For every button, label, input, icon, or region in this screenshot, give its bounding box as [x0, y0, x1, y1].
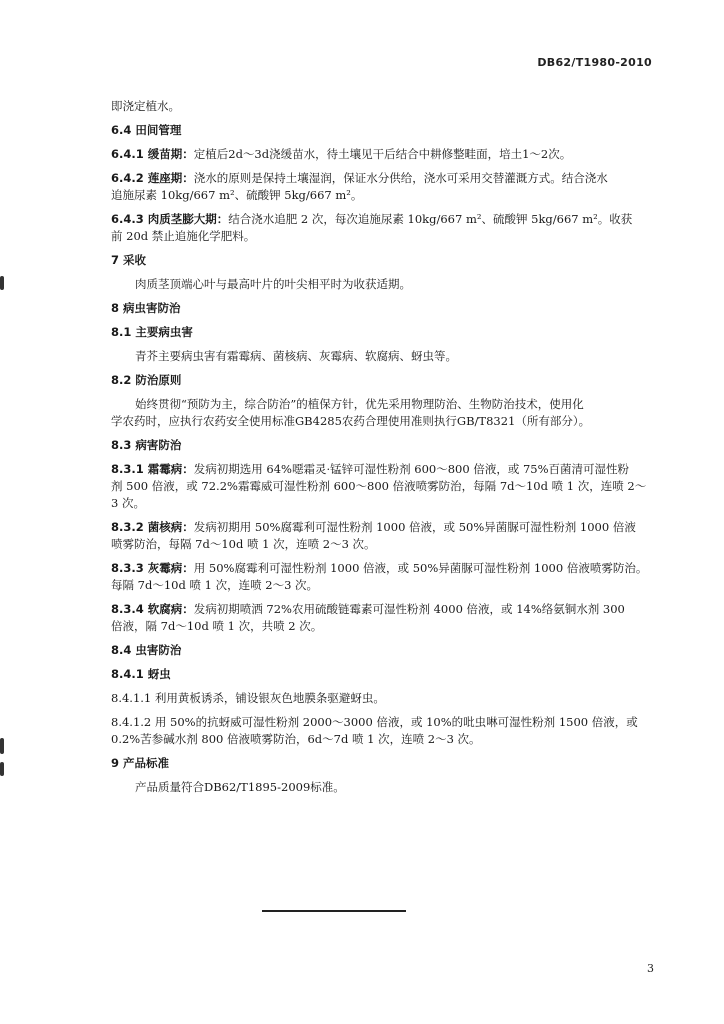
clause-term: 6.4.3 肉质茎膨大期： [111, 212, 229, 226]
paragraph [111, 348, 656, 365]
clause-line [111, 461, 656, 478]
section-heading: 8 病虫害防治 [111, 301, 181, 315]
clause-term: 6.4.1 缓苗期： [111, 147, 194, 161]
clause-line [111, 577, 656, 594]
paragraph-line: 始终贯彻“预防为主，综合防治”的植保方针，优先采用物理防治、生物防治技术，使用化 [135, 397, 584, 411]
paragraph-line: 8.4.1.2 用 50%的抗蚜威可湿性粉剂 2000～3000 倍液，或 10%的吡虫啉可湿性粉剂 1500 倍液，或 [111, 715, 638, 729]
clause-line [111, 187, 656, 204]
clause-line [111, 536, 656, 553]
clause-text: 发病初期喷洒 72%农用硫酸链霉素可湿性粉剂 4000 倍液，或 14%络氨铜水剂 300 [193, 602, 625, 616]
clause-text: 用 50%腐霉利可湿性粉剂 1000 倍液，或 50%异菌脲可湿性粉剂 1000 倍液喷雾防治。 [193, 561, 648, 575]
clause-line [111, 478, 656, 495]
binding-mark [0, 738, 4, 754]
clause-text: 3 次。 [111, 496, 145, 510]
numbered-clause [111, 519, 656, 553]
clause-text: 每隔 7d～10d 喷 1 次，连喷 2～3 次。 [111, 578, 319, 592]
numbered-clause [111, 601, 656, 635]
standard-code: DB62/T1980-2010 [537, 56, 652, 69]
numbered-clause [111, 170, 656, 204]
clause-line [111, 146, 656, 163]
clause-text: 定植后2d～3d浇缓苗水，待土壤见干后结合中耕修整畦面，培土1～2次。 [193, 147, 572, 161]
clause-line [111, 170, 656, 187]
clause-term: 8.3.3 灰霉病： [111, 561, 194, 575]
binding-mark [0, 276, 4, 290]
section-heading: 9 产品标准 [111, 756, 170, 770]
paragraph-line: 产品质量符合DB62/T1895-2009标准。 [135, 780, 345, 794]
clause-text: 浇水的原则是保持土壤湿润，保证水分供给，浇水可采用交替灌溉方式。结合浇水 [193, 171, 608, 185]
numbered-clause [111, 146, 656, 163]
paragraph [111, 396, 656, 430]
clause-text: 结合浇水追肥 2 次，每次追施尿素 10kg/667 m²、硫酸钾 5kg/667 m²。收获 [228, 212, 633, 226]
paragraph [111, 276, 656, 293]
section-heading: 7 采收 [111, 253, 147, 267]
clause-line [111, 495, 656, 512]
section-heading: 8.4.1 蚜虫 [111, 667, 171, 681]
clause-text: 发病初期选用 64%噁霜灵·锰锌可湿性粉剂 600～800 倍液，或 75%百菌清可湿性粉 [193, 462, 630, 476]
page-number: 3 [647, 962, 654, 975]
sub-clause [111, 714, 656, 748]
clause-text: 前 20d 禁止追施化学肥料。 [111, 229, 256, 243]
continuation-line: 即浇定植水。 [111, 99, 180, 113]
paragraph-line: 青芥主要病虫害有霜霉病、菌核病、灰霉病、软腐病、蚜虫等。 [135, 349, 457, 363]
paragraph-line: 肉质茎顶端心叶与最高叶片的叶尖相平时为收获适期。 [135, 277, 411, 291]
clause-text: 发病初期用 50%腐霉利可湿性粉剂 1000 倍液，或 50%异菌脲可湿性粉剂 1000 倍液 [193, 520, 636, 534]
clause-term: 8.3.4 软腐病： [111, 602, 194, 616]
document-body [111, 98, 656, 803]
section-heading: 8.2 防治原则 [111, 373, 182, 387]
numbered-clause [111, 461, 656, 512]
paragraph-line: 0.2%苦参碱水剂 800 倍液喷雾防治，6d～7d 喷 1 次，连喷 2～3 次。 [111, 732, 481, 746]
section-heading: 6.4 田间管理 [111, 123, 182, 137]
section-heading: 8.1 主要病虫害 [111, 325, 193, 339]
paragraph-line: 学农药时，应执行农药安全使用标准GB4285农药合理使用准则执行GB/T8321（所有部分）。 [111, 414, 591, 428]
clause-line [111, 228, 656, 245]
paragraph [111, 779, 656, 796]
clause-line [111, 618, 656, 635]
clause-line [111, 601, 656, 618]
clause-term: 8.3.1 霜霉病： [111, 462, 194, 476]
clause-term: 6.4.2 莲座期： [111, 171, 194, 185]
numbered-clause [111, 211, 656, 245]
clause-term: 8.3.2 菌核病： [111, 520, 194, 534]
section-heading: 8.3 病害防治 [111, 438, 182, 452]
clause-line [111, 519, 656, 536]
clause-text: 倍液，隔 7d～10d 喷 1 次，共喷 2 次。 [111, 619, 323, 633]
clause-line [111, 560, 656, 577]
paragraph-line: 8.4.1.1 利用黄板诱杀，铺设银灰色地膜条驱避蚜虫。 [111, 691, 385, 705]
clause-line [111, 211, 656, 228]
binding-mark [0, 762, 4, 776]
clause-text: 追施尿素 10kg/667 m²、硫酸钾 5kg/667 m²。 [111, 188, 363, 202]
section-heading: 8.4 虫害防治 [111, 643, 182, 657]
clause-text: 剂 500 倍液，或 72.2%霜霉威可湿性粉剂 600～800 倍液喷雾防治，每隔 7d～10d 喷 1 次，连喷 2～ [111, 479, 647, 493]
clause-text: 喷雾防治，每隔 7d～10d 喷 1 次，连喷 2～3 次。 [111, 537, 376, 551]
numbered-clause [111, 560, 656, 594]
end-rule [262, 910, 406, 912]
sub-clause [111, 690, 656, 707]
